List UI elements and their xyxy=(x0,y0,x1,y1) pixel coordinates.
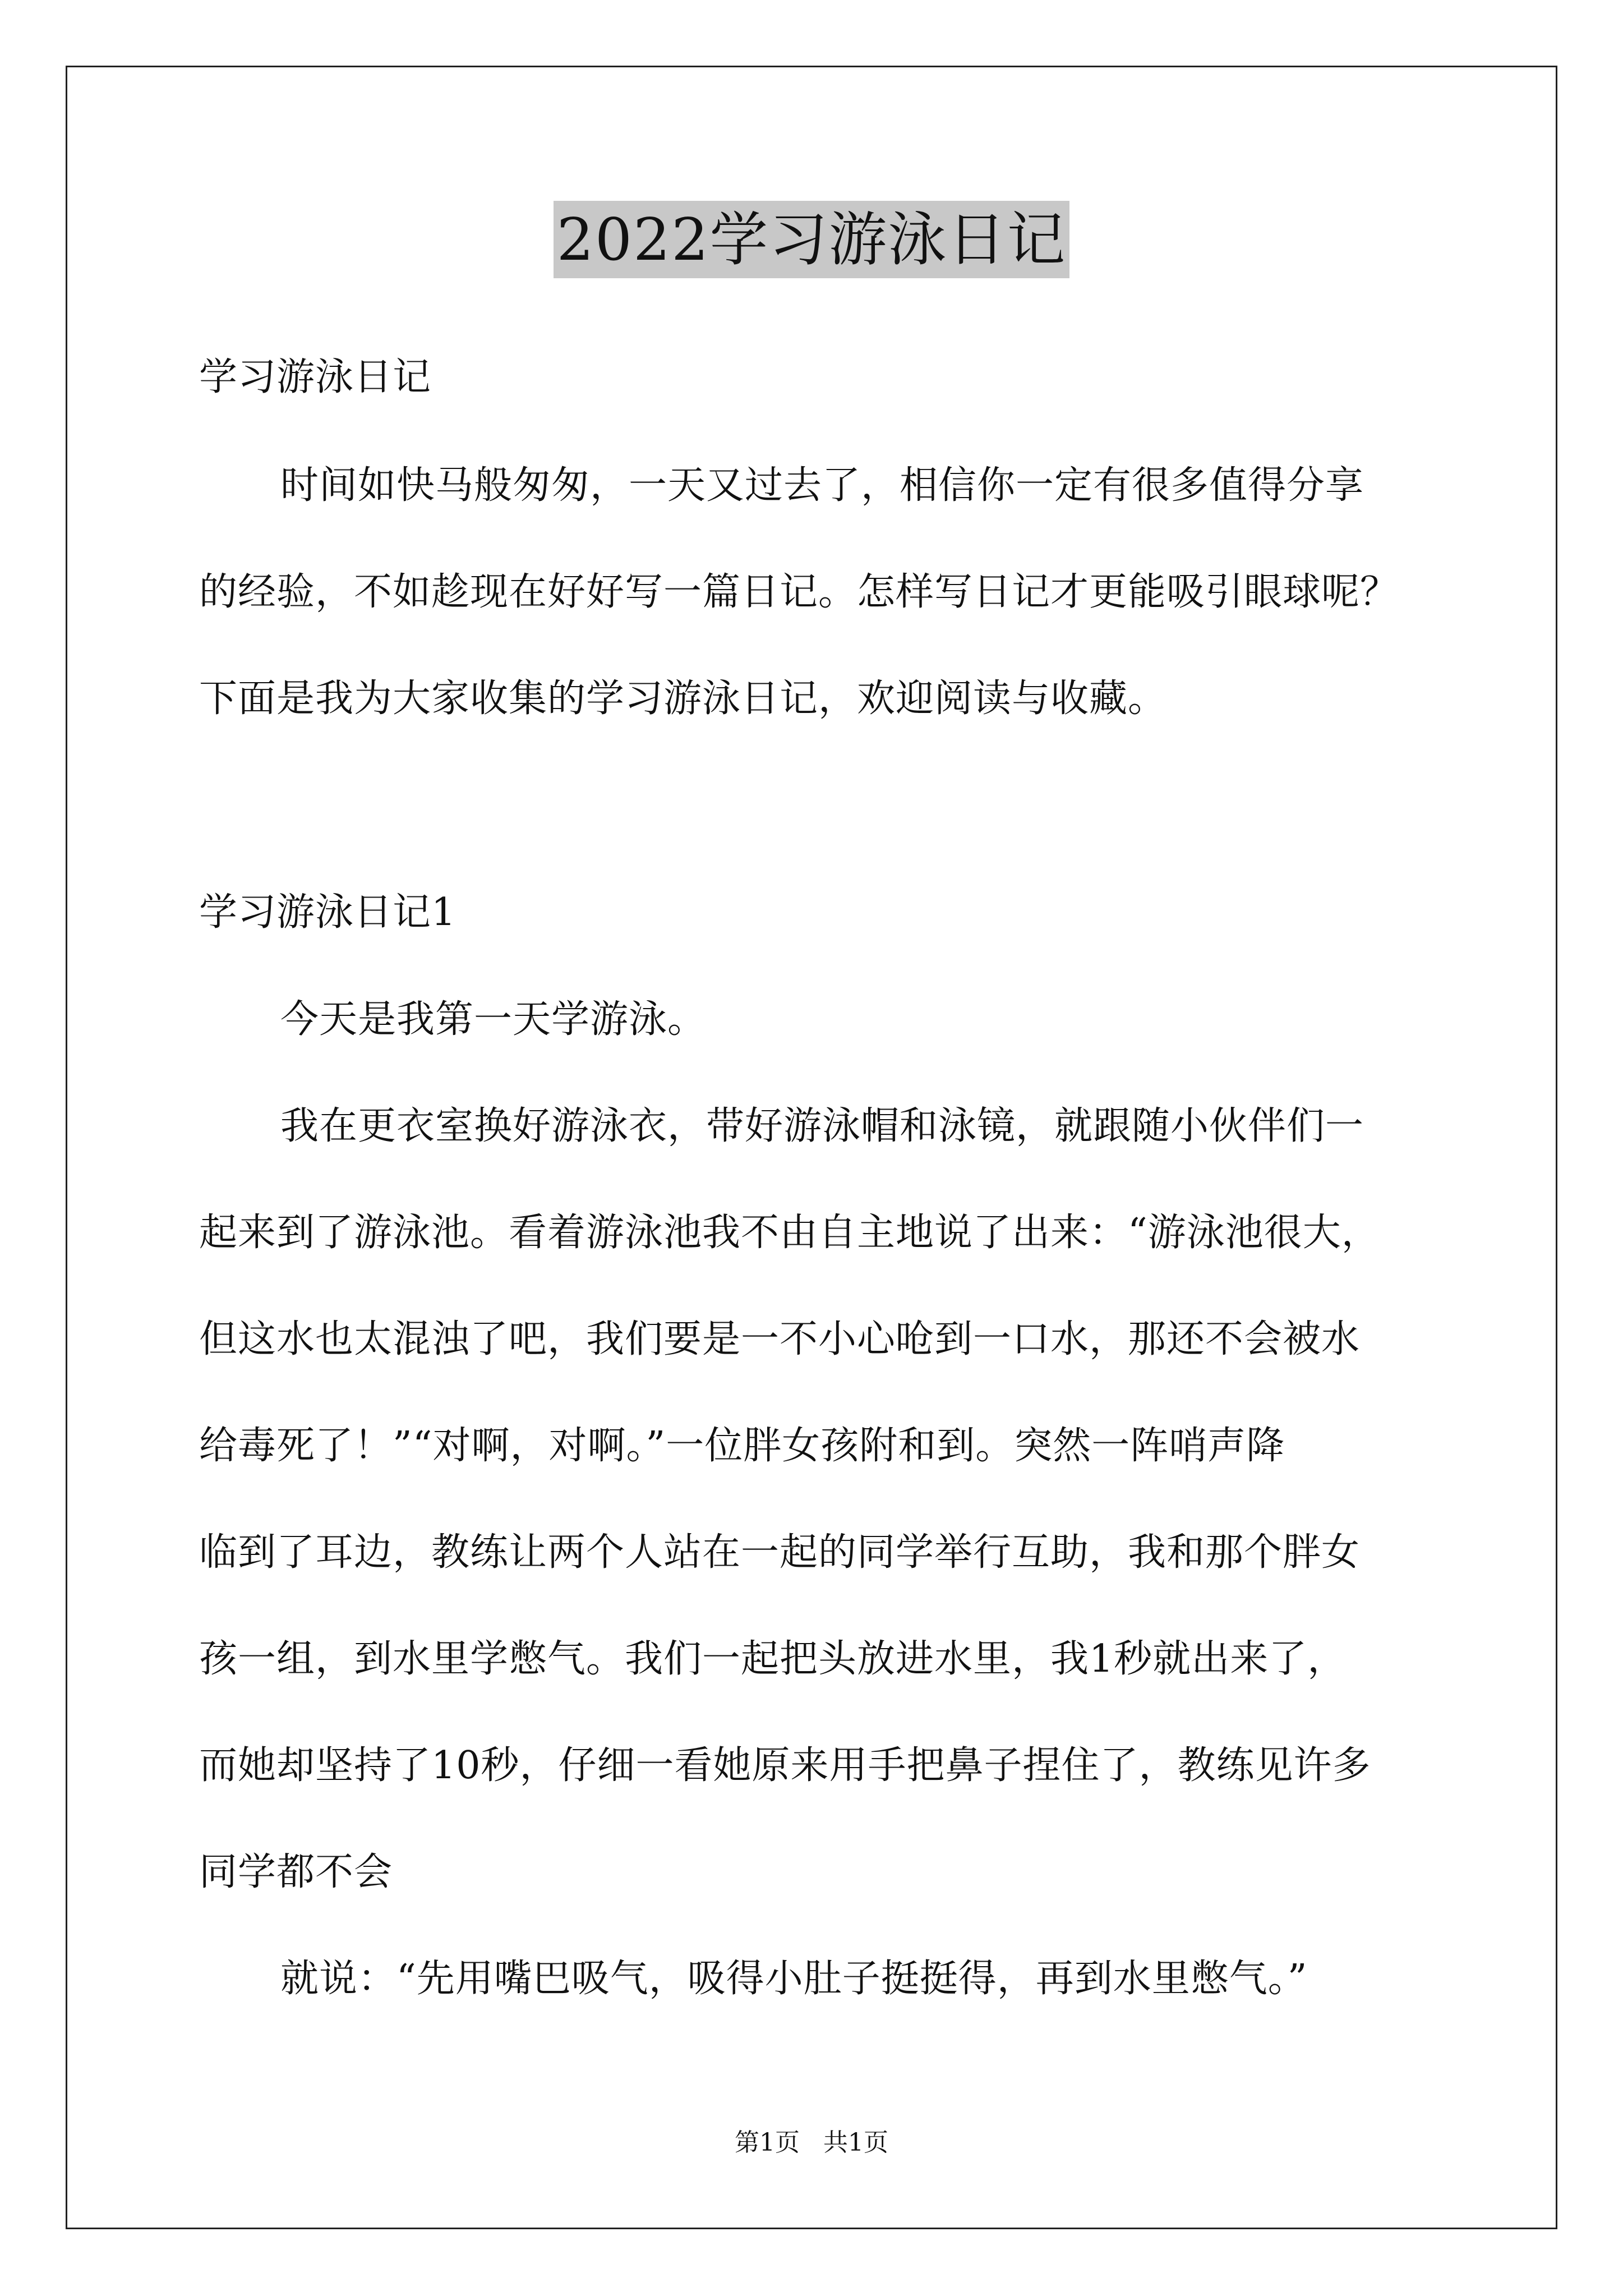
paragraph-2-line-1: 我在更衣室换好游泳衣，带好游泳帽和泳镜，就跟随小伙伴们一 xyxy=(280,1104,1364,1148)
paragraph-2-line-8: 同学都不会 xyxy=(199,1850,393,1894)
paragraph-1: 今天是我第一天学游泳。 xyxy=(280,997,707,1042)
paragraph-2-line-2: 起来到了游泳池。看着游泳池我不由自主地说了出来：“游泳池很大， xyxy=(199,1211,1380,1255)
paragraph-2-line-4: 给毒死了！”“对啊，对啊。”一位胖女孩附和到。突然一阵哨声降 xyxy=(199,1424,1285,1468)
paragraph-2-line-7: 而她却坚持了10秒，仔细一看她原来用手把鼻子捏住了，教练见许多 xyxy=(199,1743,1371,1788)
section-heading: 学习游泳日记1 xyxy=(199,890,457,935)
paragraph-3: 就说：“先用嘴巴吸气，吸得小肚子挺挺得，再到水里憋气。” xyxy=(280,1957,1308,2001)
title-container xyxy=(0,201,1623,278)
intro-line-1: 时间如快马般匆匆，一天又过去了，相信你一定有很多值得分享 xyxy=(280,463,1364,508)
paragraph-2-line-5: 临到了耳边，教练让两个人站在一起的同学举行互助，我和那个胖女 xyxy=(199,1530,1361,1575)
page-footer: 第1页 共1页 xyxy=(735,2128,888,2157)
intro-line-3: 下面是我为大家收集的学习游泳日记，欢迎阅读与收藏。 xyxy=(199,677,1167,721)
intro-line-2: 的经验，不如趁现在好好写一篇日记。怎样写日记才更能吸引眼球呢？ xyxy=(199,570,1399,614)
paragraph-2-line-6: 孩一组，到水里学憋气。我们一起把头放进水里，我1秒就出来了， xyxy=(199,1637,1347,1681)
subtitle: 学习游泳日记 xyxy=(199,355,432,399)
document-title: 2022学习游泳日记 xyxy=(554,201,1070,278)
paragraph-2-line-3: 但这水也太混浊了吧，我们要是一不小心呛到一口水，那还不会被水 xyxy=(199,1317,1361,1361)
